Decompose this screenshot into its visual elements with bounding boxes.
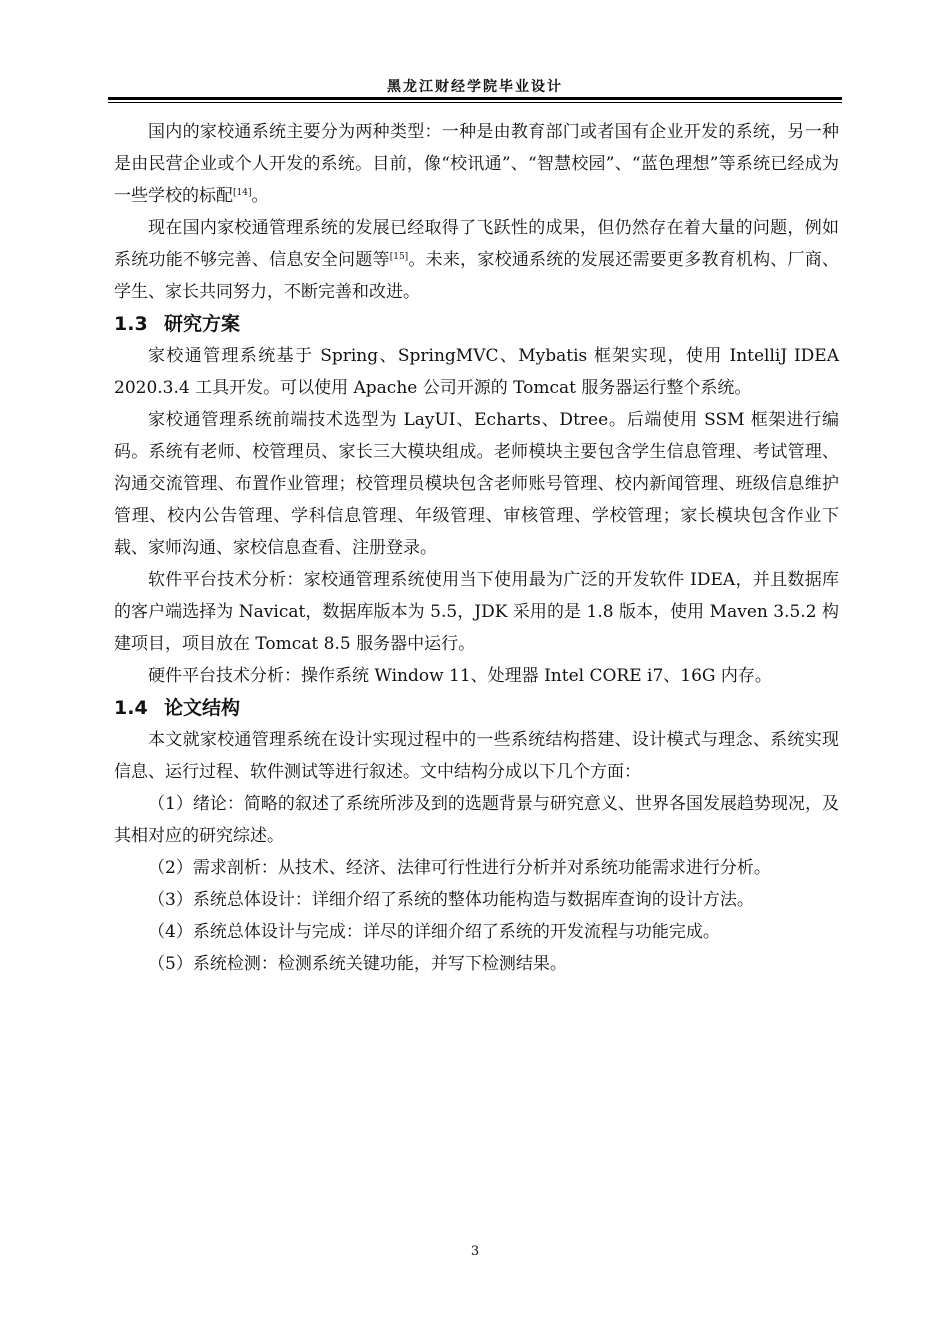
paragraph: 本文就家校通管理系统在设计实现过程中的一些系统结构搭建、设计模式与理念、系统实现信息、运行过程、软件测试等进行叙述。文中结构分成以下几个方面： (114, 730, 839, 782)
section-title: 论文结构 (164, 697, 241, 719)
page-number: 3 (470, 1244, 480, 1259)
header-rule-thin (108, 102, 842, 103)
paragraph: 硬件平台技术分析：操作系统 Window 11、处理器 Intel CORE i7、16G 内存。 (148, 666, 772, 686)
list-item: （5）系统检测：检测系统关键功能，并写下检测结果。 (148, 954, 567, 974)
paragraph: 家校通管理系统前端技术选型为 LayUI、Echarts、Dtree。后端使用 SSM 框架进行编码。系统有老师、校管理员、家长三大模块组成。老师模块主要包含学生信息管理、考试管理、沟通交流管理、布置作业管理；校管理员模块包含老师账号管理、校内新闻管理、班级信息维护管理、校内公告管理、学科信息管理、年级管理、审核管理、学校管理；家长模块包含作业下载、家师沟通、家校信息查看、注册登录。 (114, 410, 839, 558)
running-header: 黑龙江财经学院毕业设计 (387, 79, 563, 95)
list-item: （4）系统总体设计与完成：详尽的详细介绍了系统的开发流程与功能完成。 (148, 922, 720, 942)
list-item: （1）绪论：简略的叙述了系统所涉及到的选题背景与研究意义、世界各国发展趋势现况，及其相对应的研究综述。 (114, 794, 839, 846)
page-body (114, 116, 839, 980)
section-number: 1.4 (114, 697, 148, 719)
paragraph: 软件平台技术分析：家校通管理系统使用当下使用最为广泛的开发软件 IDEA，并且数据库的客户端选择为 Navicat，数据库版本为 5.5，JDK 采用的是 1.8 版本，使用 Maven 3.5.2 构建项目，项目放在 Tomcat 8.5 服务器中运行。 (114, 570, 839, 654)
section-heading-1-4 (114, 692, 839, 724)
paragraph: 家校通管理系统基于 Spring、SpringMVC、Mybatis 框架实现，使用 IntelliJ IDEA 2020.3.4 工具开发。可以使用 Apache 公司开源的 Tomcat 服务器运行整个系统。 (114, 346, 839, 398)
header-rule-thick (108, 97, 842, 100)
paragraph: 国内的家校通系统主要分为两种类型：一种是由教育部门或者国有企业开发的系统，另一种是由民营企业或个人开发的系统。目前，像“校讯通”、“智慧校园”、“蓝色理想”等系统已经成为一些学校的标配[14]。 (114, 122, 839, 206)
section-heading-1-3 (114, 308, 839, 340)
list-item: （2）需求剖析：从技术、经济、法律可行性进行分析并对系统功能需求进行分析。 (148, 858, 771, 878)
section-title: 研究方案 (164, 313, 241, 335)
paragraph: 现在国内家校通管理系统的发展已经取得了飞跃性的成果，但仍然存在着大量的问题，例如系统功能不够完善、信息安全问题等[15]。未来，家校通系统的发展还需要更多教育机构、厂商、学生、家长共同努力，不断完善和改进。 (114, 218, 840, 302)
citation-ref: [14] (233, 188, 252, 198)
list-item: （3）系统总体设计：详细介绍了系统的整体功能构造与数据库查询的设计方法。 (148, 890, 754, 910)
citation-ref: [15] (389, 252, 409, 262)
section-number: 1.3 (114, 313, 148, 335)
